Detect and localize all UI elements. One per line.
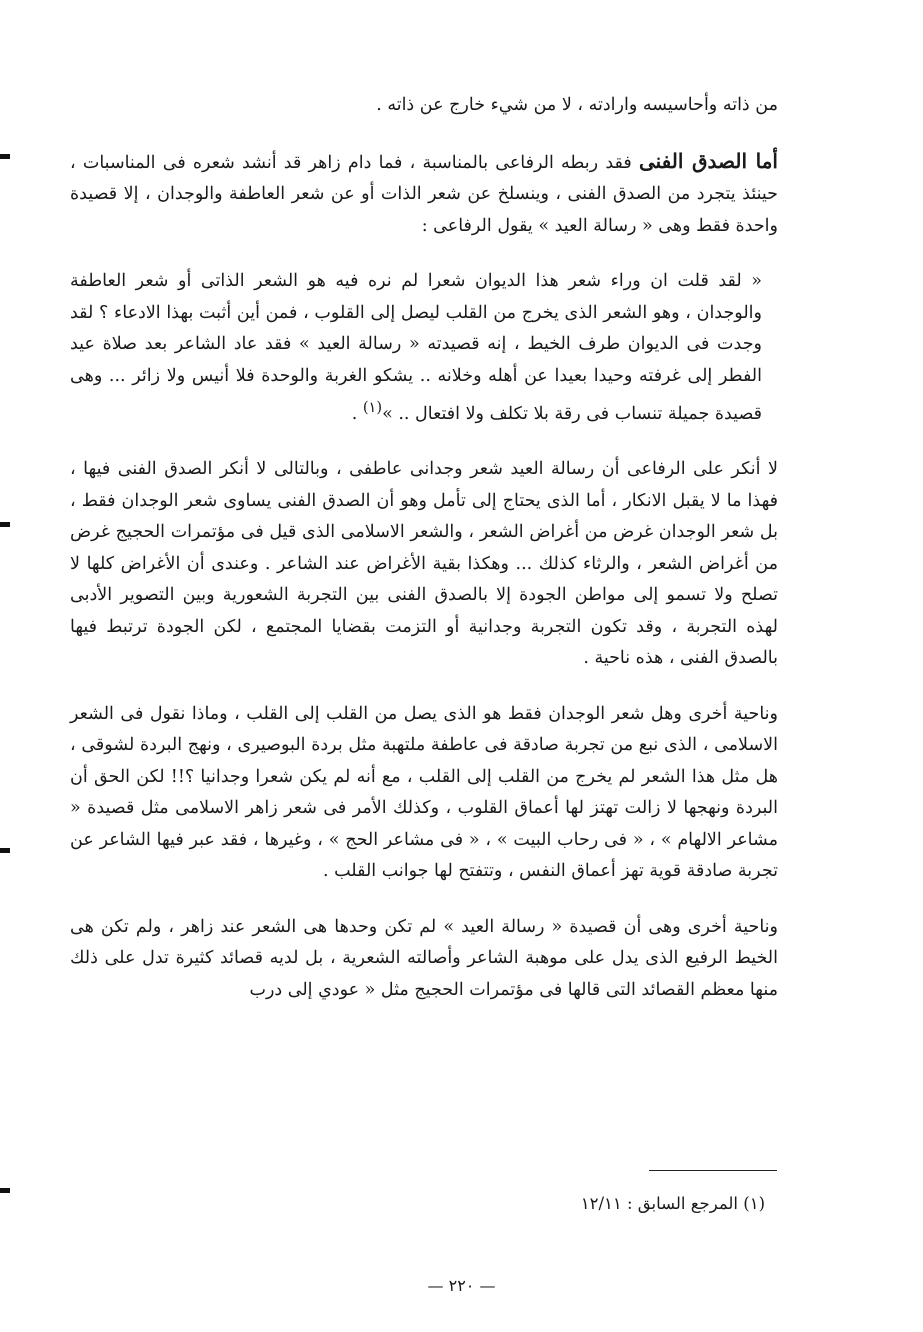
paragraph-objection: لا أنكر على الرفاعى أن رسالة العيد شعر وجدانى عاطفى ، وبالتالى لا أنكر الصدق الفنى فيها ، فهذا ما لا يقبل الانكار ، أما الذى يحتاج إلى تأمل وهو أن الصدق الفنى يساوى شعر الوجدان فقط ، بل شعر الوجدان غرض من أغراض الشعر ، والشعر الاسلامى الذى قيل فى مؤتمرات الحجيج غرض من أغراض الشعر ، والرثاء كذلك ... وهكذا بقية الأغراض عند الشاعر . وعندى أن الأغراض كلها لا تصلح ولا تسمو إلى مواطن الجودة إلا بالصدق الفنى بين التجربة الشعورية وبين التصوير الأدبى لهذه التجربة ، وقد تكون التجربة وجدانية أو التزمت بقضايا المجتمع ، لكن الجودة ترتبط فيها بالصدق الفنى ، هذه ناحية . [70, 459, 778, 669]
page-number: — ٢٢٠ — [427, 1276, 496, 1295]
margin-mark [0, 154, 10, 159]
opening-line: من ذاته وأحاسيسه وارادته ، لا من شيء خارج عن ذاته . [376, 95, 778, 115]
paragraph-text: فقد ربطه الرفاعى بالمناسبة ، فما دام زاهر قد أنشد شعره فى المناسبات ، حينئذ يتجرد من الصدق الفنى ، وينسلخ عن شعر الذات أو عن شعر العاطفة والوجدان ، إلا قصيدة واحدة فقط وهى « رسالة العيد » يقول الرفاعى : [70, 152, 778, 236]
body-text [70, 90, 778, 1006]
block-quote [70, 266, 778, 430]
margin-mark [0, 522, 10, 527]
paragraph-other-aspect: وناحية أخرى وهل شعر الوجدان فقط هو الذى يصل من القلب إلى القلب ، وماذا نقول فى الشعر الاسلامى ، الذى نبع من تجربة صادقة فى عاطفة ملتهبة مثل بردة البوصيرى ، ونهج البردة لشوقى ، هل مثل هذا الشعر لم يخرج من القلب إلى القلب ، مع أنه لم يكن شعرا وجدانيا ؟!! لكن الحق أن البردة ونهجها لا زالت تهتز لها أعماق القلوب ، وكذلك الأمر فى شعر زاهر الاسلامى مثل قصيدة « مشاعر الالهام » ، « فى رحاب البيت » ، « فى مشاعر الحج » ، وغيرها ، فقد عبر فيها الشاعر عن تجربة صادقة قوية تهز أعماق النفس ، وتتفتح لها جوانب القلب . [70, 703, 778, 882]
footnote: (١) المرجع السابق : ١٢/١١ [580, 1194, 765, 1213]
quote-end: . [351, 403, 363, 424]
footnote-ref: (١) [362, 399, 383, 416]
footnote-rule [649, 1170, 777, 1171]
paragraph-artistic-truth [70, 146, 778, 243]
quote-text: « لقد قلت ان وراء شعر هذا الديوان شعرا لم نره فيه هو الشعر الذاتى أو شعر العاطفة والوجدان ، وهو الشعر الذى يخرج من القلب ليصل إلى القلوب ، فمن أين أثبت بهذا الادعاء ؟ لقد وجدت فى الديوان طرف الخيط ، إنه قصيدته « رسالة العيد » فقد عاد الشاعر بعد صلاة عيد الفطر إلى غرفته وحيدا بعيدا عن أهله وخلانه .. يشكو الغربة والوحدة فلا أنيس ولا زائر ... وهى قصيدة جميلة تنساب فى رقة بلا تكلف ولا افتعال .. » [70, 271, 762, 424]
paragraph-another-aspect: وناحية أخرى وهى أن قصيدة « رسالة العيد » لم تكن وحدها هى الشعر عند زاهر ، ولم تكن هى الخيط الرفيع الذى يدل على موهبة الشاعر وأصالته الشعرية ، بل لديه قصائد كثيرة تدل على ذلك منها معظم القصائد التى قالها فى مؤتمرات الحجيج مثل « عودي إلى درب [70, 916, 778, 1000]
margin-mark [0, 848, 10, 853]
margin-mark [0, 1188, 10, 1193]
section-heading: أما الصدق الفنى [638, 148, 778, 173]
